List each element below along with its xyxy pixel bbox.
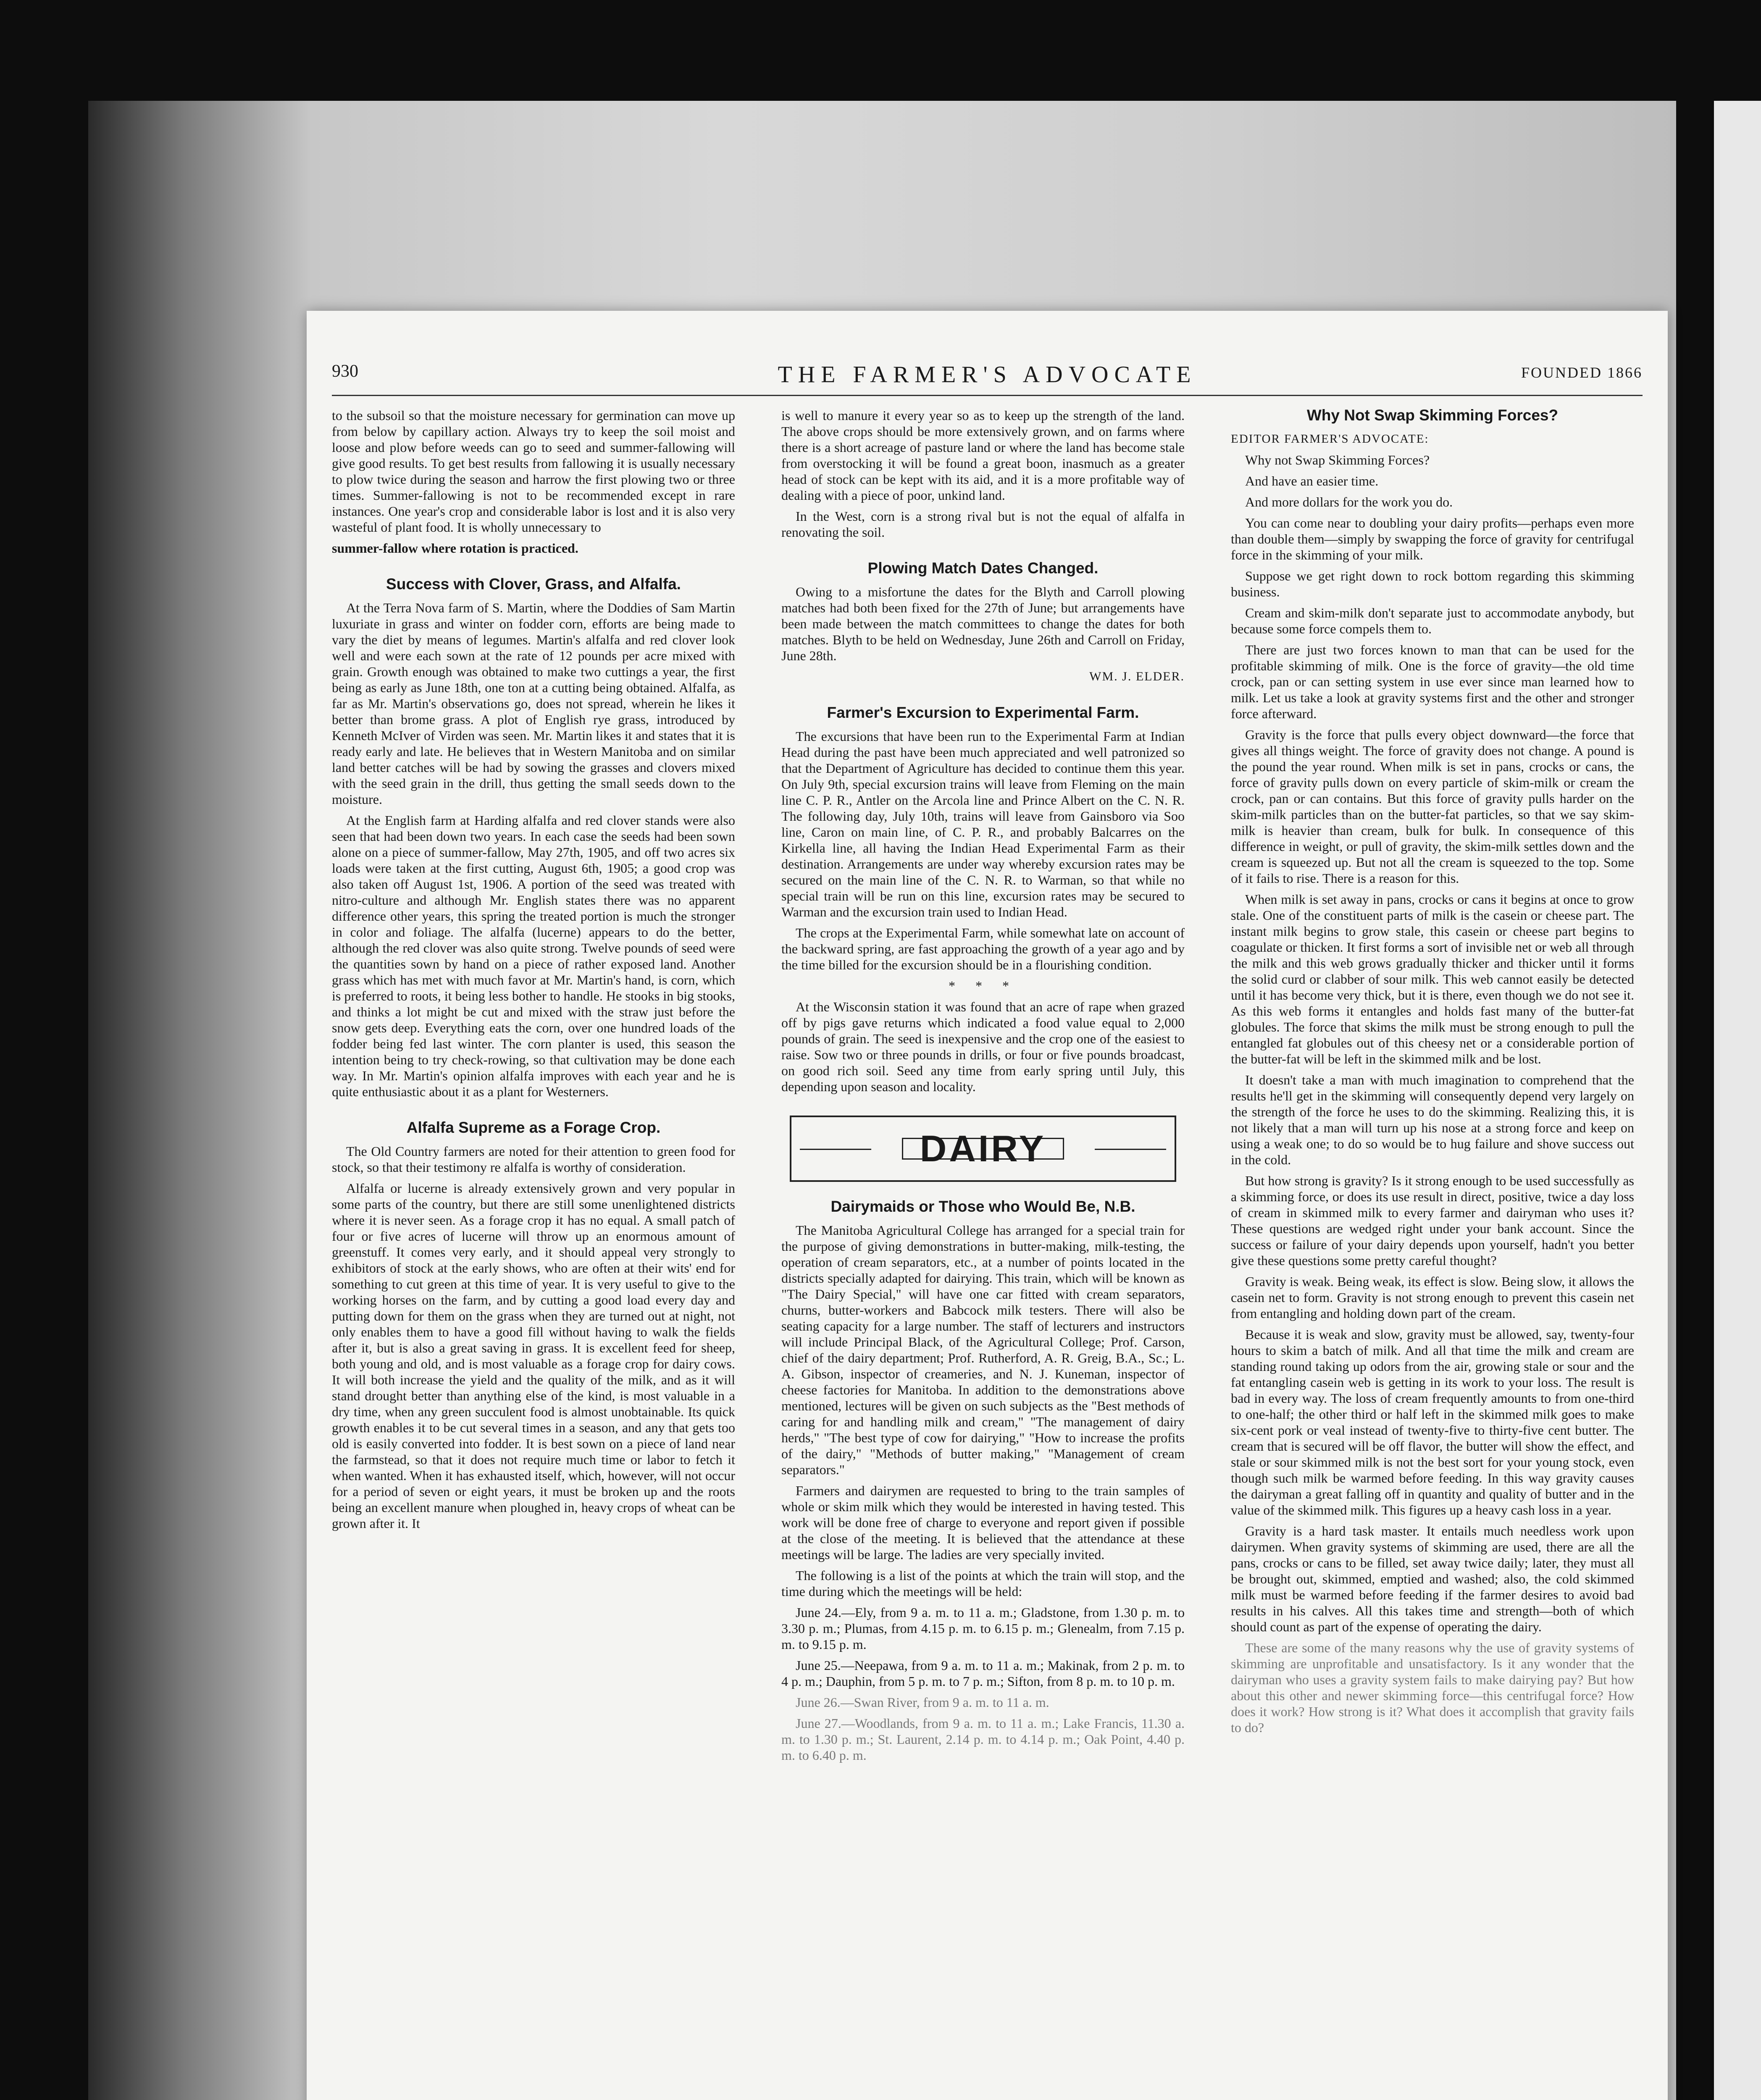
paragraph: Cream and skim-milk don't separate just to accommodate anybody, but because some force compels them to. bbox=[1231, 605, 1634, 636]
masthead: THE FARMER'S ADVOCATE bbox=[778, 362, 1197, 388]
paragraph: There are just two forces known to man that can be used for the profitable skimming of milk. One is the force of gravity—the old time crock, pan or can setting system in use ever since man learned how to milk. Let us take a look at gravity systems first and the other and stronger force afterward. bbox=[1231, 642, 1634, 721]
paragraph: Gravity is the force that pulls every object downward—the force that gives all things weight. The force of gravity does not change. A pound is the pound the year round. When milk is set in pans, crocks or cans, the force of gravity pulls down on every particle of skim-milk or cream the crock, pan or can contains. But this force of gravity pulls harder on the skim-milk particles than on the butter-fat particles, so that we say skim-milk is heavier than cream, bulk for bulk. In consequence of this difference in weight, or pull of gravity, the skim-milk settles down and the cream is squeezed up. But not all the cream is squeezed to the top. Some of it fails to rise. There is a reason for this. bbox=[1231, 727, 1634, 886]
newspaper-page bbox=[307, 311, 1668, 2100]
paragraph: But how strong is gravity? Is it strong enough to be used successfully as a skimming force, or does its use result in direct, positive, twice a day loss of cream in skimmed milk to every farmer and dairyman who uses it? These questions are wedged right under your bank account. Since the success or failure of your dairy depends upon yourself, hadn't you better give these questions some pretty careful thought? bbox=[1231, 1173, 1634, 1268]
schedule-entry: June 26.—Swan River, from 9 a. m. to 11 a. m. bbox=[796, 1695, 1049, 1710]
paragraph: These are some of the many reasons why the use of gravity systems of skimming are unprofitable and unsatisfactory. Is it any wonder that the dairyman who uses a gravity system fails to make dairying pay? But how about this other and newer skimming force—this centrifugal force? How does it work? How strong is it? What does it accomplish that gravity fails to do? bbox=[1231, 1640, 1634, 1735]
paragraph: summer-fallow where rotation is practiced. bbox=[332, 541, 578, 556]
paragraph: Farmers and dairymen are requested to bring to the train samples of whole or skim milk which they would be interested in having tested. This work will be done free of charge to everyone and report given if possible at the close of the meeting. It is believed that the attendance at these meetings will be large. The ladies are very specially invited. bbox=[781, 1483, 1185, 1562]
founded-line: FOUNDED 1866 bbox=[1521, 364, 1643, 381]
paragraph: The following is a list of the points at which the train will stop, and the time during which the meetings will be held: bbox=[781, 1568, 1185, 1599]
column-3 bbox=[1231, 407, 1634, 1740]
article-heading: Success with Clover, Grass, and Alfalfa. bbox=[386, 575, 681, 593]
article-heading: Plowing Match Dates Changed. bbox=[867, 559, 1099, 577]
page-header bbox=[332, 361, 1643, 396]
dairy-banner-label: DAIRY bbox=[902, 1138, 1064, 1160]
verse-line: And more dollars for the work you do. bbox=[1245, 494, 1453, 509]
paragraph: It doesn't take a man with much imagination to comprehend that the results he'll get in the skimming will consequently depend very largely on the strength of the force he uses to do the skimming. Realizing this, it is not likely that a man will turn up his nose at a strong force and keep on using a weak one; to do so would be to hug failure and shove success out in the cold. bbox=[1231, 1072, 1634, 1167]
section-divider: * * * bbox=[949, 978, 1017, 993]
schedule-entry: June 27.—Woodlands, from 9 a. m. to 11 a. m.; Lake Francis, 11.30 a. m. to 1.30 p. m.; St. Laurent, 2.14 p. m. to 4.14 p. m.; Oak Point, 4.40 p. m. to 6.40 p. m. bbox=[781, 1716, 1185, 1763]
column-1 bbox=[332, 407, 735, 1536]
paragraph: You can come near to doubling your dairy profits—perhaps even more than double them—simply by swapping the force of gravity for centrifugal force in the skimming of your milk. bbox=[1231, 515, 1634, 562]
paragraph: Gravity is weak. Being weak, its effect is slow. Being slow, it allows the casein net to form. Gravity is not strong enough to prevent this casein net from entangling and holding down part of the cream. bbox=[1231, 1274, 1634, 1321]
verse-line: Why not Swap Skimming Forces? bbox=[1245, 452, 1430, 467]
paragraph: The crops at the Experimental Farm, while somewhat late on account of the backward spring, are fast approaching the growth of a year ago and by the time billed for the excursion should be in a flourishing condition. bbox=[781, 925, 1185, 972]
paragraph: The Old Country farmers are noted for their attention to green food for stock, so that their testimony re alfalfa is worthy of consideration. bbox=[332, 1144, 735, 1175]
article-heading: Why Not Swap Skimming Forces? bbox=[1306, 407, 1559, 424]
paragraph: Gravity is a hard task master. It entails much needless work upon dairymen. When gravity systems of skimming are used, there are all the pans, crocks or cans to be filled, set away twice daily; later, they must all be brought out, skimmed, emptied and washed; also, the cold skimmed milk must be warmed before feeding if the farmer desires to avoid bad results in his calves. All this takes time and strength—both of which should count as part of the expense of operating the dairy. bbox=[1231, 1523, 1634, 1634]
article-heading: Alfalfa Supreme as a Forage Crop. bbox=[406, 1119, 661, 1136]
page-number: 930 bbox=[332, 362, 358, 381]
paragraph: Alfalfa or lucerne is already extensively grown and very popular in some parts of the country, but there are still some unenlightened districts where it is never seen. As a forage crop it has no equal. A small patch of four or five acres of lucerne will throw up an enormous amount of greenstuff. It comes very early, and it should appeal very strongly to exhibitors of stock at the early shows, who are often at their wits' end for something to cut green at this time of year. It is very useful to give to the working horses on the farm, and by cutting a good load every day and putting down for them on the grass when they are turned out at night, not only enables them to have a good fill without having to walk the fields after it, but is also a great saving in grass. It is excellent feed for sheep, both young and old, and is most valuable as a forage crop for dairy cows. It will both increase the yield and the quality of the milk, and as it will stand drought better than anything else of the kind, is most valuable in a dry time, when any green succulent food is almost unobtainable. Its quick growth enables it to be cut several times in a season, and any that gets too old is easily converted into fodder. It is best sown on a piece of land near the farmstead, so that it does not require much time or labor to fetch it when wanted. When it has exhausted itself, which, however, will not occur for a period of seven or eight years, it must be broken up and the roots being an excellent manure when ploughed in, heavy crops of wheat can be grown after it. It bbox=[332, 1181, 735, 1531]
dairy-section-banner bbox=[790, 1116, 1176, 1182]
paragraph: In the West, corn is a strong rival but is not the equal of alfalfa in renovating the soil. bbox=[781, 509, 1185, 540]
signature: WM. J. ELDER. bbox=[1089, 669, 1185, 683]
paragraph: The excursions that have been run to the Experimental Farm at Indian Head during the past have been much appreciated and well patronized so that the Department of Agriculture has decided to continue them this year. On July 9th, special excursion trains will leave from Fleming on the main line C. P. R., Antler on the Arcola line and Prince Albert on the C. N. R. The following day, July 10th, trains will leave from Gainsboro via Soo line, Caron on main line, of C. P. R., and probably Balcarres on the Kirkella line, all having the Indian Head Experimental Farm as their destination. Arrangements are under way whereby excursion rates may be secured on the main line of the C. N. R. to Warman, so that while no special train will be run on this line, excursion rates may be secured to Warman and the excursion train used to Indian Head. bbox=[781, 729, 1185, 919]
column-2 bbox=[781, 407, 1185, 1768]
paragraph: At the English farm at Harding alfalfa and red clover stands were also seen that had been down two years. In each case the seeds had been sown alone on a piece of summer-fallow, May 27th, 1905, and off two acres six loads were taken at the first cutting, August 6th, 1905; a good crop was also taken off August 1st, 1906. A portion of the seed was treated with nitro-culture and although Mr. English states there was no apparent difference other years, this spring the treated portion is much the stronger in color and foliage. The alfalfa (lucerne) appears to do the better, although the red clover was also quite strong. Twelve pounds of seed were the quantities sown by hand on a piece of rather exposed land. Another grass which has met with much favor at Mr. Martin's hand, is corn, which is preferred to roots, it being less bother to handle. He stooks in big stooks, and thinks a lot might be cut and mixed with the straw just before the snow gets deep. Everything eats the corn, over one hundred loads of the fodder being fed last winter. The corn planter is used, this season the intention being to try check-rowing, so that cultivation may be done each way. In Mr. Martin's opinion alfalfa improves with each year and he is quite enthusiastic about it as a plant for Westerners. bbox=[332, 813, 735, 1099]
editor-salutation: EDITOR FARMER'S ADVOCATE: bbox=[1231, 432, 1429, 446]
schedule-entry: June 25.—Neepawa, from 9 a. m. to 11 a. m.; Makinak, from 2 p. m. to 4 p. m.; Dauphin, from 5 p. m. to 7 p. m.; Sifton, from 8 p. m. to 10 p. m. bbox=[781, 1658, 1185, 1689]
paragraph: Because it is weak and slow, gravity must be allowed, say, twenty-four hours to skim a batch of milk. And all that time the milk and cream are standing round taking up odors from the air, growing stale or sour and the fat entangling casein web is getting in its work to your loss. The result is bad in every way. The loss of cream frequently amounts to from one-third to one-half; the other third or half left in the skimmed milk goes to make six-cent pork or veal instead of twenty-five to thirty-five cent butter. The cream that is secured will be off flavor, the butter will show the effect, and stale or sour skimmed milk is not the best sort for your young stock, even though such milk be warmed before feeding. In this way gravity causes the dairyman a great falling off in quantity and quality of butter and in the value of the skimmed milk. This figures up a heavy cash loss in a year. bbox=[1231, 1327, 1634, 1517]
article-heading: Dairymaids or Those who Would Be, N.B. bbox=[831, 1198, 1135, 1215]
schedule-entry: June 24.—Ely, from 9 a. m. to 11 a. m.; Gladstone, from 1.30 p. m. to 3.30 p. m.; Plumas, from 4.15 p. m. to 6.15 p. m.; Glenealm, from 7.15 p. m. to 9.15 p. m. bbox=[781, 1605, 1185, 1652]
paragraph: to the subsoil so that the moisture necessary for germination can move up from below by capillary action. Always try to keep the soil moist and loose and plow before weeds can go to seed and summer-fallowing will give good results. To get best results from fallowing it is usually necessary to plow twice during the season and harrow the first plowing two or three times. Summer-fallowing is not to be recommended except in rare instances. One year's crop and considerable labor is lost and it is also very wasteful of plant food. It is wholly unnecessary to bbox=[332, 408, 735, 535]
verse-line: And have an easier time. bbox=[1245, 473, 1379, 488]
paragraph: Owing to a misfortune the dates for the Blyth and Carroll plowing matches had both been fixed for the 27th of June; but arrangements have been made between the match committees to change the dates for both matches. Blyth to be held on Wednesday, June 26th and Carroll on Friday, June 28th. bbox=[781, 584, 1185, 663]
paragraph: The Manitoba Agricultural College has arranged for a special train for the purpose of giving demonstrations in butter-making, milk-testing, the operation of cream separators, etc., at a number of points located in the districts specially adapted for dairying. This train, which will be known as "The Dairy Special," will have one car fitted with cream separators, churns, butter-workers and Babcock milk testers. There will also be seating capacity for a large number. The staff of lecturers and instructors will include Principal Black, of the Agricultural College; Prof. Carson, chief of the dairy department; Prof. Rutherford, A. R. Greig, B.A., Sc.; L. A. Gibson, inspector of creameries, and N. J. Kuneman, inspector of cheese factories for Manitoba. In addition to the demonstrations above mentioned, lectures will be given on such subjects as the "Best methods of caring for and handling milk and cream," "The management of dairy herds," "The best type of cow for dairying," "How to increase the profits of the dairy," "Methods of butter making," "Management of cream separators." bbox=[781, 1223, 1185, 1477]
paragraph: Suppose we get right down to rock bottom regarding this skimming business. bbox=[1231, 568, 1634, 599]
paragraph: At the Terra Nova farm of S. Martin, where the Doddies of Sam Martin luxuriate in grass and winter on fodder corn, efforts are being made to vary the diet by means of legumes. Martin's alfalfa and red clover look well and were each sown at the rate of 12 pounds per acre mixed with grain. Growth enough was obtained to make two cuttings a year, the first being as early as June 18th, one ton at a cutting being obtained. Alfalfa, as far as Mr. Martin's observations go, does not spread, wherein he likes it better than brome grass. A plot of English rye grass, introduced by Kenneth McIver of Virden was seen. Mr. Martin likes it and states that it is ready early and late. He believes that in Western Manitoba and on similar land better catches will be had by sowing the grasses and clovers mixed with the seed grain in the drill, thus getting the small seeds down to the moisture. bbox=[332, 600, 735, 807]
adjacent-page-strip bbox=[1714, 101, 1761, 2100]
article-heading: Farmer's Excursion to Experimental Farm. bbox=[827, 704, 1139, 721]
paragraph: is well to manure it every year so as to keep up the strength of the land. The above crops should be more extensively grown, and on farms where there is a short acreage of pasture land or where the land has become stale from overstocking it will be found a great boon, inasmuch as a greater head of stock can be kept with its aid, and it is a more profitable way of dealing with a piece of poor, unkind land. bbox=[781, 408, 1185, 503]
paragraph: When milk is set away in pans, crocks or cans it begins at once to grow stale. One of the constituent parts of milk is the casein or cheese part. The instant milk begins to grow stale, this casein or cheese part begins to coagulate or thicken. It first forms a sort of invisible net or web all through the milk and this web grows gradually thicker and thicker until it forms the solid curd or clabber of sour milk. This web cannot easily be detected until it has become very thick, but it is there, even though we do not see it. As this web forms it entangles and holds fast many of the butter-fat globules. The force that skims the milk must be strong enough to pull the entangled fat globules out of this cheesy net or a considerable portion of the butter-fat will be left in the skimmed milk and be lost. bbox=[1231, 892, 1634, 1066]
paragraph: At the Wisconsin station it was found that an acre of rape when grazed off by pigs gave returns which indicated a food value equal to 2,000 pounds of grain. The seed is inexpensive and the crop one of the easiest to raise. Sow two or three pounds in drills, or four or five pounds broadcast, on good rich soil. Seed any time from early spring until July, this depending upon season and locality. bbox=[781, 999, 1185, 1094]
